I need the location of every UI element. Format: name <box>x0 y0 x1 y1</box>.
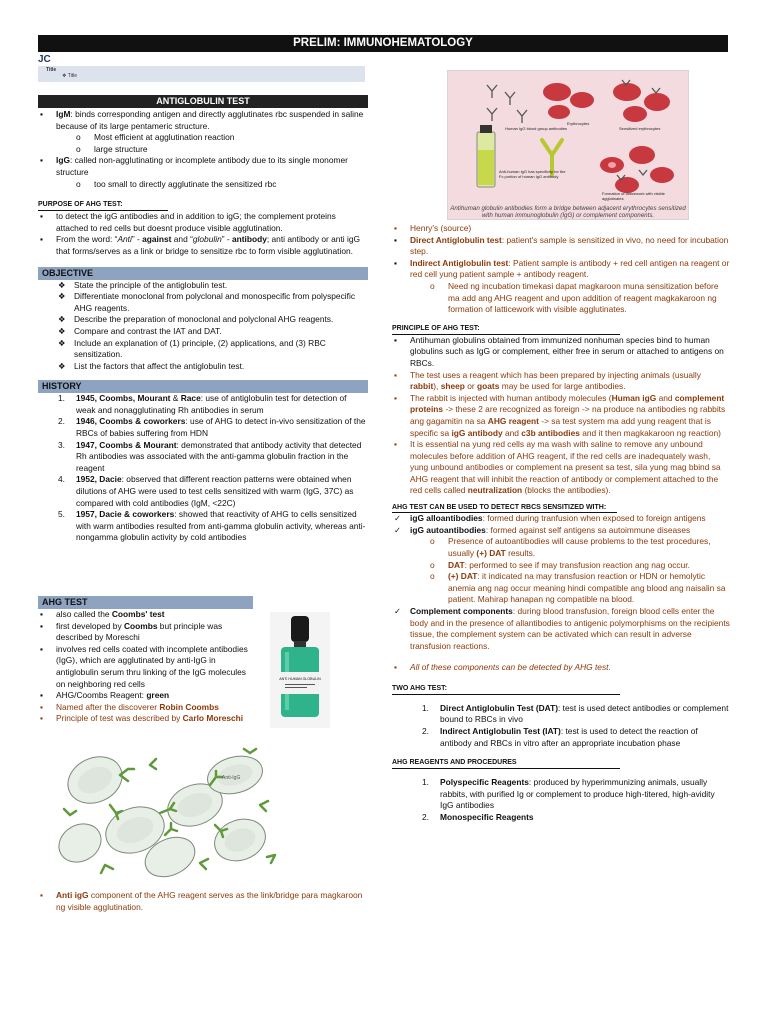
list-subitem: o (+) DAT: it indicated na may transfusion reaction or HDN or hemolytic anemia ang nag occur meaning hindi compatible ang blood ang naisalin sa patient. Mahirap hanapan ng compatible na blood. <box>430 571 726 605</box>
list-item: ▪ also called the Coombs' test <box>40 609 165 619</box>
list-item: ▪ Direct Antiglobulin test: patient's sample is sensitized in vivo, no need for incubation step. <box>394 234 729 257</box>
fig-label-erythrocytes: Erythrocytes <box>567 121 590 126</box>
right-column <box>392 223 730 824</box>
section-header-objective: OBJECTIVE <box>38 267 368 280</box>
list-item: ▪ Antihuman globulins obtained from immunized nonhuman species bind to human globulins such as IgG or complement, either free in serum or attached to antigens on RBCs. <box>394 334 724 368</box>
section-header-antiglobulin: ANTIGLOBULIN TEST <box>38 95 368 108</box>
list-item: 2. Indirect Antiglobulin Test (IAT): test is used to detect the reaction of antibody and RBCs in vitro after an appropriate incubation phase <box>422 726 698 748</box>
list-item: ✓ igG alloantibodies: formed during tranfusion when exposed to foreign antigens <box>394 513 706 524</box>
list-item: ▪ first developed by Coombs but principle was described by Moreschi <box>40 620 223 643</box>
list-item: ▪ Principle of test was described by Carlo Moreschi <box>40 713 244 724</box>
section-header-principle: PRINCIPLE OF AHG TEST: <box>392 324 620 335</box>
list-item: ❖ Describe the preparation of monoclonal and polyclonal AHG reagents. <box>58 314 334 325</box>
list-item: 3. 1947, Coombs & Mourant: demonstrated that antibody activity that detected Rh antibodies was associated with the anti-gamma globulin fraction in the reagent <box>58 439 362 473</box>
list-subitem: o Need ng incubation timekasi dapat magkaroon muna sensitization before ma add ang AHG reagent and upon addition of reagent magkakaroon ng formation of latticework with visible agglutinates. <box>430 280 719 315</box>
list-item: 2. 1946, Coombs & coworkers: use of AHG to detect in-vivo sensitization of the RBCs of babies suffering from HDN <box>58 416 366 439</box>
list-item: ▪ IgM: binds corresponding antigen and directly agglutinates rbc suspended in saline because of its large pentameric structure. <box>40 109 364 131</box>
list-subitem: o Most efficient at agglutination reaction <box>76 132 235 143</box>
agglutination-diagram <box>50 745 280 885</box>
antiglobulin-mechanism-figure <box>447 70 689 220</box>
list-item: ▪ Named after the discoverer Robin Coombs <box>40 701 219 712</box>
fig-label-anti-human: Anti-human IgG has specificity for the Fc portion of human IgG antibody <box>499 170 566 179</box>
figure-label-anti-igg: Anti-IgG <box>222 775 241 781</box>
list-item: ▪ It is essential na yung red cells ay ma wash with saline to remove any unbound molecules before addition of AHG reagent, if the red cells are inadequately wash, yung unbound antibodies or complement na present sa test, sila yung mag bbind sa AHG reagent that will inhibit the reaction of antibody or complement attached to the red cells called neutralization (blocks the antibodies). <box>394 439 721 496</box>
list-item: ▪ From the word: “Anti” - against and “globulin” - antibody; anti antibody or anti igG that forms/serves as a link or bridge to sensitize rbc to form visible agglutination. <box>40 234 360 256</box>
section-header-history: HISTORY <box>38 380 368 393</box>
tiny-title-1: Title <box>46 67 57 73</box>
author-initials: JC <box>38 54 51 65</box>
list-item: ❖ Differentiate monoclonal from polyclonal and monospecific from polyspecific AHG reagents. <box>58 291 356 313</box>
list-subitem: o too small to directly agglutinate the sensitized rbc <box>76 178 277 189</box>
left-column <box>38 95 368 544</box>
list-item: ▪ AHG/Coombs Reagent: green <box>40 690 170 701</box>
fig-label-sensitized: Sensitized erythrocytes <box>619 126 661 131</box>
list-item: 2. Monospecific Reagents <box>422 812 534 823</box>
list-subitem: o large structure <box>76 143 148 154</box>
list-item: ▪ The rabbit is injected with human antibody molecules (Human igG and complement proteins -> these 2 are recognized as foreign -> na produce na antibodies ng rabbits ang gagamitin na sa AHG reagent -> sa test system ma add yung reagent that is specific sa igG antibody and c3b antibodies and it then magkakaroon ng reaction) <box>394 392 726 438</box>
list-item: ❖ Compare and contrast the IAT and DAT. <box>58 325 222 336</box>
section-header-ahg-test: AHG TEST <box>38 596 253 609</box>
list-item: ❖ List the factors that affect the antiglobulin test. <box>58 360 245 371</box>
list-item: 4. 1952, Dacie: observed that different reaction patterns were obtained when dilutions of AHG were used to test cells sensitized with warm (IgG, 37C) as compared with cold antibodies (IgM, <22C) <box>58 474 354 508</box>
list-item: ▪ Indirect Antiglobulin test: Patient sample is antibody + red cell antigen na reagent or red cell yung patient sample + antibody reagent. <box>394 257 730 280</box>
list-item: ▪ to detect the igG antibodies and in addition to igG; the complement proteins attached to red cells but doesnt produce visible agglutination. <box>40 211 336 233</box>
list-item: ▪ Anti igG component of the AHG reagent serves as the link/bridge para magkaroon ng visible agglutination. <box>40 890 363 912</box>
list-item: ❖ Include an explanation of (1) principle, (2) applications, and (3) RBC sensitization. <box>58 337 326 360</box>
list-item: 1. Direct Antiglobulin Test (DAT): test is used detect antibodies or complement bound to RBCs in vivo <box>422 702 729 725</box>
list-item: ▪ The test uses a reagent which has been prepared by injecting animals (usually rabbit), sheep or goats may be used for large antibodies. <box>394 369 701 392</box>
list-item: ▪ Henry's (source) <box>394 223 472 233</box>
list-item: ❖ State the principle of the antiglobulin test. <box>58 279 228 290</box>
list-item: ✓ Complement components: during blood transfusion, foreign blood cells enter the body and in the presence of allantibodies to antigenic polymorphisms on the recipients tissue, the complement system can be activated which can result in adverse transfusion reactions. <box>394 605 730 651</box>
ahg-reagent-bottle-image <box>270 612 330 728</box>
section-header-purpose: PURPOSE OF AHG TEST: <box>38 200 168 211</box>
list-subitem: o DAT: performed to see if may transfusion reaction ang nag occur. <box>430 559 690 570</box>
list-item: 1. Polyspecific Reagents: produced by hyperimmunizing animals, usually rabbits, with purified Ig or complement to produce high-titered, high-avidity IgG antibodies <box>422 777 715 811</box>
fig-label-latticework: Formation of latticework with visible agglutinates <box>602 192 665 201</box>
page-title: PRELIM: IMMUNOHEMATOLOGY <box>38 35 728 52</box>
title-placeholder-box <box>38 66 365 82</box>
fig-label-human-igg: Human IgG blood group antibodies <box>505 126 568 131</box>
ahg-test-section <box>38 596 253 725</box>
list-item: ▪ involves red cells coated with incomplete antibodies (IgG), which are agglutinated by anti-IgG in antiglobulin serum thru linking of the IgG molecules on neighboring red cells <box>40 643 248 689</box>
list-item: ▪ IgG: called non-agglutinating or incomplete antibody due to its single monomer structure <box>40 155 348 177</box>
list-item: 1. 1945, Coombs, Mourant & Race: use of antiglobulin test for detection of weak and nonagglutinating Rh antibodies in serum <box>58 393 347 415</box>
section-header-two-ahg: TWO AHG TEST: <box>392 684 620 695</box>
section-header-detect: AHG TEST CAN BE USED TO DETECT RBCS SENSITIZED WITH: <box>392 503 617 513</box>
tiny-title-2: ❖ Title <box>62 73 78 79</box>
list-item: 5. 1957, Dacie & coworkers: showed that reactivity of AHG to cells sensitized with warm antibodies resulted from anti-gamma globulin activity, whereas anti-nongamma globulin activity by cold antibodies <box>58 509 366 543</box>
list-item: ✓ igG autoantibodies: formed against self antigens sa autoimmune diseases <box>394 524 691 535</box>
anti-igg-note <box>38 890 368 913</box>
section-header-reagents: AHG REAGENTS AND PROCEDURES <box>392 758 620 769</box>
figure-caption: Antihuman globulin antibodies form a bridge between adjacent erythrocytes sensitized with human immunoglobulin (IgG) or complement components. <box>450 205 686 220</box>
bottle-label-text: ANTI HUMAN GLOBULIN <box>279 677 321 681</box>
list-subitem: o Presence of autoantibodies will cause problems to the test procedures, usually (+) DAT results. <box>430 536 711 558</box>
list-item: ▪ All of these components can be detected by AHG test. <box>394 662 611 673</box>
